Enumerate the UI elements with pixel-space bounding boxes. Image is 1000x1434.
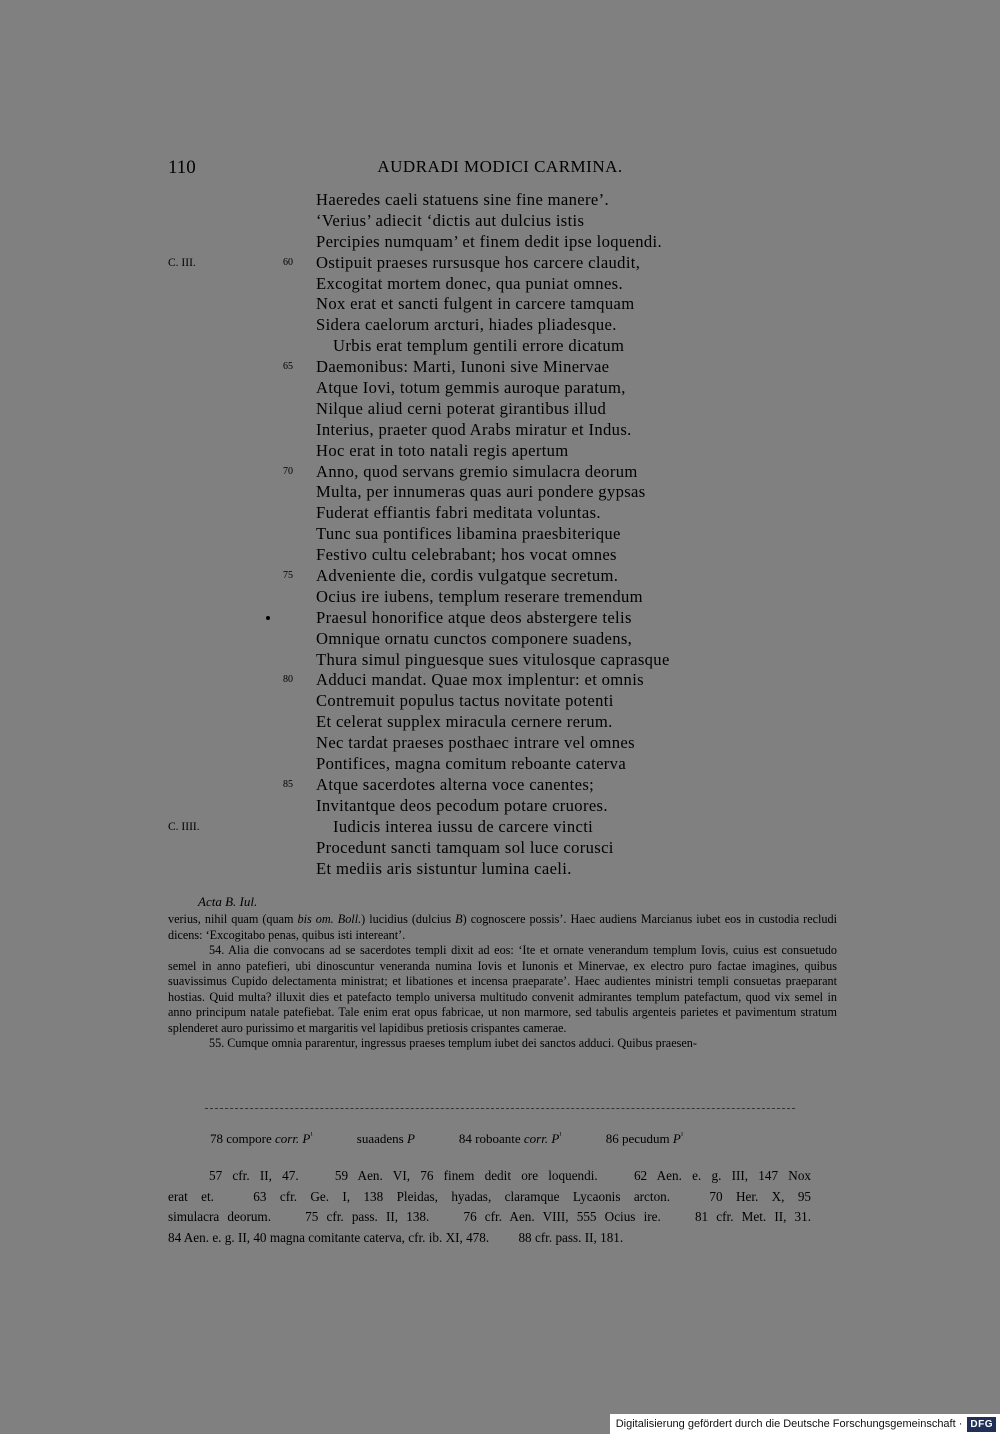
verse-text: Festivo cultu celebrabant; hos vocat omnes <box>316 545 617 565</box>
verse-line <box>0 420 1000 441</box>
verse-text: Adduci mandat. Quae mox implentur: et omnis <box>316 670 644 690</box>
page-header <box>0 157 1000 181</box>
verse-line <box>0 733 1000 754</box>
verse-text: Iudicis interea iussu de carcere vincti <box>333 816 594 836</box>
page-number: 110 <box>168 157 196 178</box>
verse-line <box>0 399 1000 420</box>
verse-text: Adveniente die, cordis vulgatque secretum. <box>316 566 619 586</box>
source-note-row <box>168 1228 837 1249</box>
acta-paragraph: 55. Cumque omnia pararentur, ingressus praeses templum iubet dei sanctos adduci. Quibus praesen- <box>209 1036 697 1050</box>
verse-line <box>0 838 1000 859</box>
source-reference: erat et. <box>168 1188 214 1204</box>
verse-line <box>0 608 1000 629</box>
verse-text: Pontifices, magna comitum reboante caterva <box>316 754 627 774</box>
chapter-marginal-note: C. IIII. <box>168 820 200 833</box>
verse-line <box>0 754 1000 775</box>
verse-line <box>0 336 1000 357</box>
poem-text <box>0 190 1000 879</box>
verse-text: Percipies numquam’ et finem dedit ipse loquendi. <box>316 231 662 251</box>
critical-apparatus <box>210 1131 727 1147</box>
verse-line <box>0 441 1000 462</box>
line-number: 80 <box>283 674 293 686</box>
verse-line <box>0 190 1000 211</box>
verse-text: Praesul honorifice atque deos abstergere telis <box>316 607 632 627</box>
source-reference: simulacra deorum. <box>168 1209 271 1225</box>
line-number: 60 <box>283 256 293 268</box>
verse-line <box>0 294 1000 315</box>
source-reference: 70 Her. X, 95 <box>709 1188 812 1204</box>
verse-text: Thura simul pinguesque sues vitulosque caprasque <box>316 649 670 669</box>
verse-line <box>0 378 1000 399</box>
source-note-row <box>168 1166 837 1187</box>
verse-line <box>0 691 1000 712</box>
verse-line <box>0 545 1000 566</box>
verse-text: Et mediis aris sistuntur lumina caeli. <box>316 858 572 878</box>
line-number: 65 <box>283 361 293 373</box>
verse-line <box>0 775 1000 796</box>
verse-text: Nilque aliud cerni poterat girantibus illud <box>316 398 607 418</box>
verse-line <box>0 253 1000 274</box>
verse-line <box>0 357 1000 378</box>
source-note-row <box>168 1207 837 1228</box>
verse-text: Hoc erat in toto natali regis apertum <box>316 440 569 460</box>
apparatus-entry: suaadens P <box>356 1131 415 1147</box>
verse-text: Anno, quod servans gremio simulacra deorum <box>316 461 638 481</box>
source-notes <box>168 1166 837 1248</box>
verse-line <box>0 211 1000 232</box>
dfg-footer <box>610 1414 1000 1434</box>
verse-line <box>0 587 1000 608</box>
verse-line <box>0 503 1000 524</box>
verse-text: Sidera caelorum arcturi, hiades pliadesque. <box>316 315 617 335</box>
source-reference: 57 cfr. II, 47. <box>209 1168 299 1183</box>
verse-line <box>0 817 1000 838</box>
line-number: 85 <box>283 778 293 790</box>
verse-text: Nec tardat praeses posthaec intrare vel omnes <box>316 733 635 753</box>
line-number: 70 <box>283 465 293 477</box>
verse-text: Haeredes caeli statuens sine fine manere’. <box>316 190 609 209</box>
source-reference: 75 cfr. pass. II, 138. <box>305 1209 430 1225</box>
source-reference: 76 cfr. Aen. VIII, 555 Ocius ire. <box>463 1209 661 1225</box>
apparatus-entry: 84 roboante corr. $P^{^1}$ <box>458 1131 562 1147</box>
verse-line <box>0 670 1000 691</box>
verse-text: Procedunt sancti tamquam sol luce corusci <box>316 837 614 857</box>
verse-text: Nox erat et sancti fulgent in carcere tamquam <box>316 294 635 314</box>
verse-line <box>0 524 1000 545</box>
verse-line <box>0 566 1000 587</box>
dfg-logo: DFG <box>967 1417 996 1432</box>
verse-line <box>0 315 1000 336</box>
verse-text: Invitantque deos pecodum potare cruores. <box>316 795 608 815</box>
ink-dot <box>266 616 270 620</box>
verse-line <box>0 232 1000 253</box>
source-reference: 63 cfr. Ge. I, 138 Pleidas, hyadas, claramque Lycaonis arcton. <box>253 1188 671 1204</box>
verse-line <box>0 796 1000 817</box>
line-number: 75 <box>283 570 293 582</box>
acta-paragraph: verius, nihil quam (quam bis om. Boll.) lucidius (dulcius B) cognoscere possis’. Haec audiens Marcianus iubet eos in custodia recludi dicens: ‘Excogitabo penas, quibus isti intereant’. <box>168 912 837 942</box>
verse-text: Interius, praeter quod Arabs miratur et Indus. <box>316 419 632 439</box>
source-reference: 59 Aen. VI, 76 finem dedit ore loquendi. <box>334 1168 598 1183</box>
verse-text: Ocius ire iubens, templum reserare tremendum <box>316 586 643 606</box>
verse-line <box>0 650 1000 671</box>
verse-text: Ostipuit praeses rursusque hos carcere claudit, <box>316 252 641 272</box>
verse-text: Atque sacerdotes alterna voce canentes; <box>316 774 595 794</box>
verse-text: Urbis erat templum gentili errore dicatum <box>333 336 625 356</box>
verse-line <box>0 629 1000 650</box>
source-note-row <box>168 1187 837 1208</box>
verse-line <box>0 274 1000 295</box>
acta-prose <box>168 912 837 1052</box>
apparatus-entry: 86 pecudum $P^{^1}$ <box>605 1131 684 1147</box>
source-reference: 84 Aen. e. g. II, 40 magna comitante caterva, cfr. ib. XI, 478. <box>168 1229 490 1245</box>
verse-text: Daemonibus: Marti, Iunoni sive Minervae <box>316 357 610 377</box>
apparatus-entry: 78 compore corr. $P^{^1}$ <box>210 1131 313 1147</box>
source-reference: 81 cfr. Met. II, 31. <box>694 1209 812 1225</box>
verse-line <box>0 462 1000 483</box>
verse-line <box>0 859 1000 880</box>
verse-text: Excogitat mortem donec, qua puniat omnes. <box>316 273 623 293</box>
source-reference: 88 cfr. pass. II, 181. <box>518 1229 624 1245</box>
source-reference: 62 Aen. e. g. III, 147 Nox <box>633 1168 812 1183</box>
verse-line <box>0 482 1000 503</box>
verse-text: Omnique ornatu cunctos componere suadens, <box>316 628 633 648</box>
verse-text: Atque Iovi, totum gemmis auroque paratum, <box>316 378 626 398</box>
funding-notice: Digitalisierung gefördert durch die Deutsche Forschungsgemeinschaft · <box>615 1418 963 1430</box>
verse-text: ‘Verius’ adiecit ‘dictis aut dulcius istis <box>316 210 585 230</box>
verse-text: Tunc sua pontifices libamina praesbiterique <box>316 524 621 544</box>
verse-text: Fuderat effiantis fabri meditata voluntas. <box>316 503 601 523</box>
verse-line <box>0 712 1000 733</box>
running-title: AUDRADI MODICI CARMINA. <box>377 157 623 176</box>
verse-text: Multa, per innumeras quas auri pondere gypsas <box>316 482 646 502</box>
acta-heading: Acta B. Iul. <box>198 894 258 909</box>
acta-paragraph: 54. Alia die convocans ad se sacerdotes templi dixit ad eos: ‘Ite et ornate venerandum templum Iovis, cuius est consuetudo semel in anno patefieri, ubi dinoscuntur veneranda numina Iovis et Iunonis et Minervae, ex electro puro factae imagines, quibus suavissimus Cupido delectamenta ministrat; et libationes et incensa praeparate’. Haec audientes ministri templi consuetas praeparant hostias. Quid multa? illuxit dies et patefacto templo universa multitudo convenit admirantes templum patefactum, quod vix semel in anno principum natale patefiebat. Tale enim erat opus fabricae, ut non marmore, sed tabulis argenteis parietes et pavimentum stratum splenderet auro purissimo et margaritis vel lapidibus pretiosis crispantes camerae. <box>168 943 837 1035</box>
verse-text: Et celerat supplex miracula cernere rerum. <box>316 712 613 732</box>
chapter-marginal-note: C. III. <box>168 256 196 269</box>
footnote-divider <box>205 1108 795 1109</box>
verse-text: Contremuit populus tactus novitate potenti <box>316 691 614 711</box>
